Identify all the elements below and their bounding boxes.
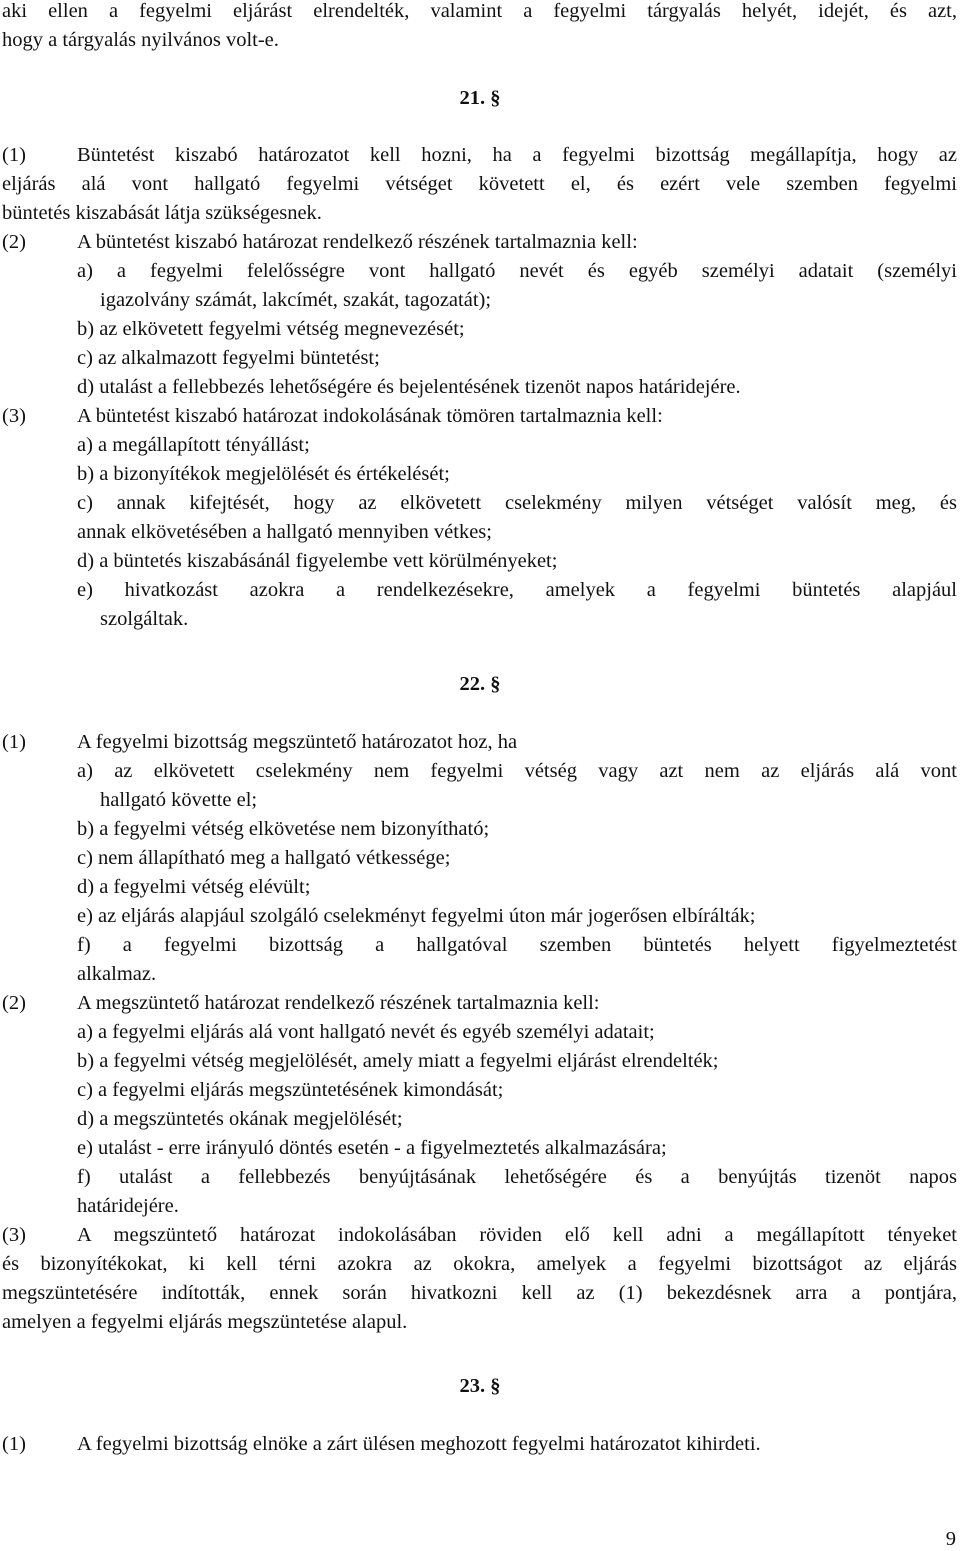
section-heading-21: 21. § xyxy=(459,87,501,109)
list-item: f) a fegyelmi bizottság a hallgatóval szemben büntetés helyett figyelmeztetést xyxy=(77,934,957,956)
list-item: c) a fegyelmi eljárás megszüntetésének kimondását; xyxy=(77,1079,504,1101)
text-line: eljárás alá vont hallgató fegyelmi vétséget követett el, és ezért vele szemben fegyelmi xyxy=(2,173,957,195)
text-line: hallgató követte el; xyxy=(100,789,258,811)
list-item: d) a megszüntetés okának megjelölését; xyxy=(77,1108,403,1130)
list-item: a) a fegyelmi felelősségre vont hallgató nevét és egyéb személyi adatait (személyi xyxy=(77,260,957,282)
list-item: a) az elkövetett cselekmény nem fegyelmi vétség vagy azt nem az eljárás alá vont xyxy=(77,760,957,782)
list-item: c) annak kifejtését, hogy az elkövetett cselekmény milyen vétséget valósít meg, és xyxy=(77,492,957,514)
text-line: és bizonyítékokat, ki kell térni azokra az okokra, amelyek a fegyelmi bizottságot az eljárás xyxy=(2,1253,957,1275)
paragraph-21-1 xyxy=(2,141,957,170)
list-item: c) az alkalmazott fegyelmi büntetést; xyxy=(77,347,380,369)
text-line: megszüntetésére indították, ennek során hivatkozni kell az (1) bekezdésnek arra a pontjára, xyxy=(2,1282,957,1304)
paragraph-21-2 xyxy=(2,228,638,257)
list-item: e) hivatkozást azokra a rendelkezésekre, amelyek a fegyelmi büntetés alapjául xyxy=(77,579,957,601)
text-line: A megszüntető határozat indokolásában röviden elő kell adni a megállapított tényeket xyxy=(77,1224,957,1246)
text-line: határidejére. xyxy=(77,1195,179,1217)
list-item: b) a bizonyítékok megjelölését és értékelését; xyxy=(77,463,450,485)
text-line: Büntetést kiszabó határozatot kell hozni, ha a fegyelmi bizottság megállapítja, hogy az xyxy=(77,144,957,166)
text-line: A fegyelmi bizottság elnöke a zárt ülésen meghozott fegyelmi határozatot kihirdeti. xyxy=(77,1433,761,1455)
paragraph-number: (3) xyxy=(2,1224,26,1246)
paragraph-22-1 xyxy=(2,728,517,757)
paragraph-number: (2) xyxy=(2,992,26,1014)
text-line: szolgáltak. xyxy=(100,608,189,630)
paragraph-number: (1) xyxy=(2,1433,26,1455)
text-line: alkalmaz. xyxy=(77,963,157,985)
text-line: amelyen a fegyelmi eljárás megszüntetése alapul. xyxy=(2,1311,408,1333)
list-item: b) az elkövetett fegyelmi vétség megnevezését; xyxy=(77,318,465,340)
paragraph-number: (3) xyxy=(2,405,26,427)
paragraph-23-1 xyxy=(2,1430,761,1459)
list-item: e) utalást - erre irányuló döntés esetén - a figyelmeztetés alkalmazására; xyxy=(77,1137,667,1159)
paragraph-22-2 xyxy=(2,989,600,1018)
section-heading-22: 22. § xyxy=(459,673,501,695)
text-line: annak elkövetésében a hallgató mennyiben vétkes; xyxy=(77,521,492,543)
list-item: a) a fegyelmi eljárás alá vont hallgató nevét és egyéb személyi adatait; xyxy=(77,1021,655,1043)
text-line: A megszüntető határozat rendelkező részének tartalmaznia kell: xyxy=(77,992,600,1014)
paragraph-number: (1) xyxy=(2,144,26,166)
page-number: 9 xyxy=(945,1528,956,1550)
list-item: e) az eljárás alapjául szolgáló cselekményt fegyelmi úton már jogerősen elbírálták; xyxy=(77,905,756,927)
paragraph-22-3 xyxy=(2,1221,957,1250)
list-item: f) utalást a fellebbezés benyújtásának lehetőségére és a benyújtás tizenöt napos xyxy=(77,1166,957,1188)
list-item: c) nem állapítható meg a hallgató vétkessége; xyxy=(77,847,451,869)
list-item: d) a fegyelmi vétség elévült; xyxy=(77,876,311,898)
text-line: A fegyelmi bizottság megszüntető határozatot hoz, ha xyxy=(77,731,518,753)
paragraph-21-3 xyxy=(2,402,663,431)
list-item: a) a megállapított tényállást; xyxy=(77,434,310,456)
paragraph-number: (2) xyxy=(2,231,26,253)
list-item: b) a fegyelmi vétség elkövetése nem bizonyítható; xyxy=(77,818,490,840)
list-item: b) a fegyelmi vétség megjelölését, amely miatt a fegyelmi eljárást elrendelték; xyxy=(77,1050,719,1072)
text-line: igazolvány számát, lakcímét, szakát, tagozatát); xyxy=(100,289,492,311)
list-item: d) utalást a fellebbezés lehetőségére és bejelentésének tizenöt napos határidejére. xyxy=(77,376,741,398)
list-item: d) a büntetés kiszabásánál figyelembe vett körülményeket; xyxy=(77,550,558,572)
text-line: A büntetést kiszabó határozat rendelkező részének tartalmaznia kell: xyxy=(77,231,638,253)
text-line: büntetés kiszabását látja szükségesnek. xyxy=(2,202,322,224)
paragraph-number: (1) xyxy=(2,731,26,753)
text-line: A büntetést kiszabó határozat indokolásának tömören tartalmaznia kell: xyxy=(77,405,663,427)
text-line: hogy a tárgyalás nyilvános volt-e. xyxy=(2,29,279,51)
text-line: aki ellen a fegyelmi eljárást elrendelték, valamint a fegyelmi tárgyalás helyét, idejét, és azt, xyxy=(2,0,957,22)
section-heading-23: 23. § xyxy=(459,1375,501,1397)
